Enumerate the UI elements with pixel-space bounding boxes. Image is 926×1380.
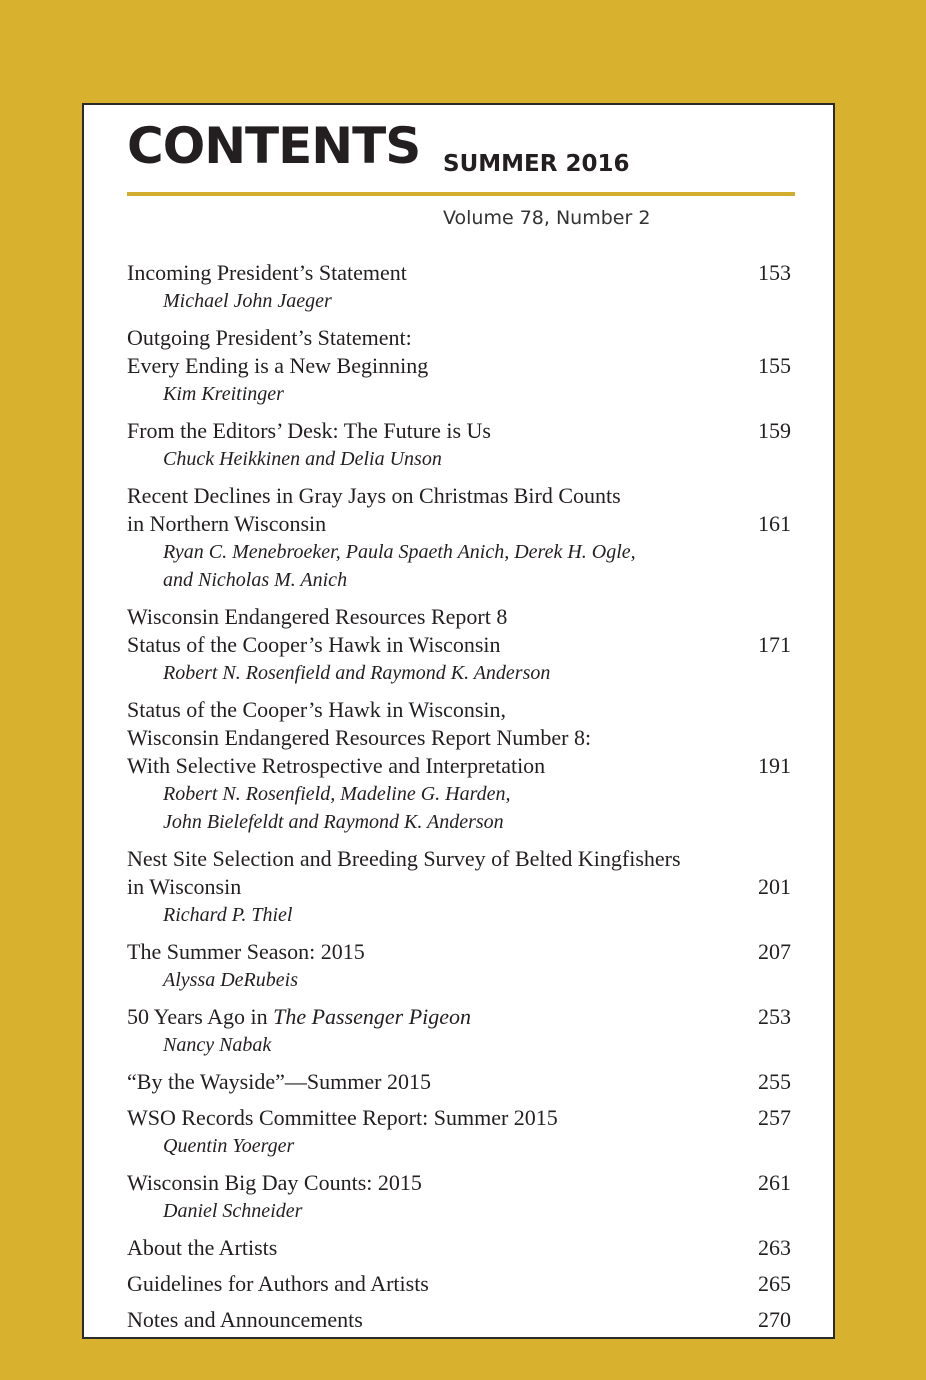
toc-entry[interactable]: [127, 1270, 791, 1298]
toc-page-number: 257: [758, 1105, 791, 1130]
toc-entry-authors: Robert N. Rosenfield, Madeline G. Harden,: [163, 783, 511, 805]
toc-entry-authors: Daniel Schneider: [163, 1200, 303, 1222]
toc-entry-title: From the Editors’ Desk: The Future is Us: [127, 418, 491, 443]
toc-entry-title: Every Ending is a New Beginning: [127, 353, 429, 378]
toc-entry-title: Outgoing President’s Statement:: [127, 325, 412, 350]
toc-entry-authors: Kim Kreitinger: [163, 383, 284, 405]
page-title: CONTENTS: [127, 117, 421, 175]
toc-entry[interactable]: [127, 1169, 791, 1225]
toc-entry-authors: and Nicholas M. Anich: [163, 569, 348, 591]
toc-entry[interactable]: [127, 482, 791, 594]
toc-entry[interactable]: [127, 259, 791, 315]
toc-entry-title: Recent Declines in Gray Jays on Christmas Bird Counts: [127, 483, 621, 508]
toc-entry[interactable]: [127, 1104, 791, 1160]
toc-page-number: 265: [758, 1271, 791, 1296]
toc-entry-authors: Nancy Nabak: [163, 1034, 272, 1056]
toc-entry-title: “By the Wayside”—Summer 2015: [127, 1069, 431, 1094]
title-rule: [127, 192, 795, 196]
toc-entry-authors: Richard P. Thiel: [163, 904, 293, 926]
toc-entry-title: About the Artists: [127, 1235, 278, 1260]
toc-page-number: 261: [758, 1170, 791, 1195]
toc-entry[interactable]: [127, 1234, 791, 1262]
toc-page-number: 159: [758, 418, 791, 443]
toc-page-number: 263: [758, 1235, 791, 1260]
toc-entry-title: Wisconsin Endangered Resources Report 8: [127, 604, 508, 629]
toc-page-number: 155: [758, 353, 791, 378]
toc-entry-title: in Wisconsin: [127, 874, 242, 899]
toc-entry[interactable]: [127, 938, 791, 994]
toc-page-number: 171: [758, 632, 791, 657]
toc-entry-authors: Chuck Heikkinen and Delia Unson: [163, 448, 442, 470]
toc-page-number: 201: [758, 874, 791, 899]
toc-entry-title: Wisconsin Endangered Resources Report Number 8:: [127, 725, 592, 750]
toc-entry[interactable]: [127, 845, 791, 929]
toc-entry-authors: John Bielefeldt and Raymond K. Anderson: [163, 811, 504, 833]
toc-page-number: 255: [758, 1069, 791, 1094]
toc-entry-title: Status of the Cooper’s Hawk in Wisconsin: [127, 632, 501, 657]
table-of-contents: [127, 259, 791, 1342]
toc-entry-authors: Alyssa DeRubeis: [163, 969, 298, 991]
toc-page-number: 270: [758, 1307, 791, 1332]
toc-entry[interactable]: [127, 324, 791, 408]
toc-entry-title: WSO Records Committee Report: Summer 2015: [127, 1105, 558, 1130]
toc-entry[interactable]: [127, 1003, 791, 1059]
toc-entry-authors: Ryan C. Menebroeker, Paula Spaeth Anich, Derek H. Ogle,: [163, 541, 636, 563]
contents-page: [82, 103, 835, 1339]
toc-entry-title: Incoming President’s Statement: [127, 260, 407, 285]
toc-entry-title: in Northern Wisconsin: [127, 511, 327, 536]
toc-entry-authors: Robert N. Rosenfield and Raymond K. Anderson: [163, 662, 551, 684]
toc-entry-authors: Michael John Jaeger: [163, 290, 332, 312]
toc-entry[interactable]: [127, 1306, 791, 1334]
toc-entry-title: With Selective Retrospective and Interpretation: [127, 753, 546, 778]
toc-entry[interactable]: [127, 1068, 791, 1096]
toc-page-number: 161: [758, 511, 791, 536]
toc-entry[interactable]: [127, 696, 791, 836]
toc-entry-title: Guidelines for Authors and Artists: [127, 1271, 429, 1296]
toc-entry-title: Nest Site Selection and Breeding Survey of Belted Kingfishers: [127, 846, 681, 871]
toc-page-number: 191: [758, 753, 791, 778]
toc-entry[interactable]: [127, 417, 791, 473]
issue-season: SUMMER 2016: [443, 151, 630, 177]
toc-entry[interactable]: [127, 603, 791, 687]
toc-entry-title: 50 Years Ago in The Passenger Pigeon: [127, 1004, 472, 1029]
volume-number: Volume 78, Number 2: [443, 207, 651, 229]
toc-entry-title: Notes and Announcements: [127, 1307, 363, 1332]
toc-page-number: 253: [758, 1004, 791, 1029]
toc-entry-title: The Summer Season: 2015: [127, 939, 365, 964]
toc-entry-title: Status of the Cooper’s Hawk in Wisconsin,: [127, 697, 506, 722]
toc-entry-title: Wisconsin Big Day Counts: 2015: [127, 1170, 422, 1195]
toc-entry-authors: Quentin Yoerger: [163, 1135, 295, 1157]
toc-page-number: 207: [758, 939, 791, 964]
toc-page-number: 153: [758, 260, 791, 285]
